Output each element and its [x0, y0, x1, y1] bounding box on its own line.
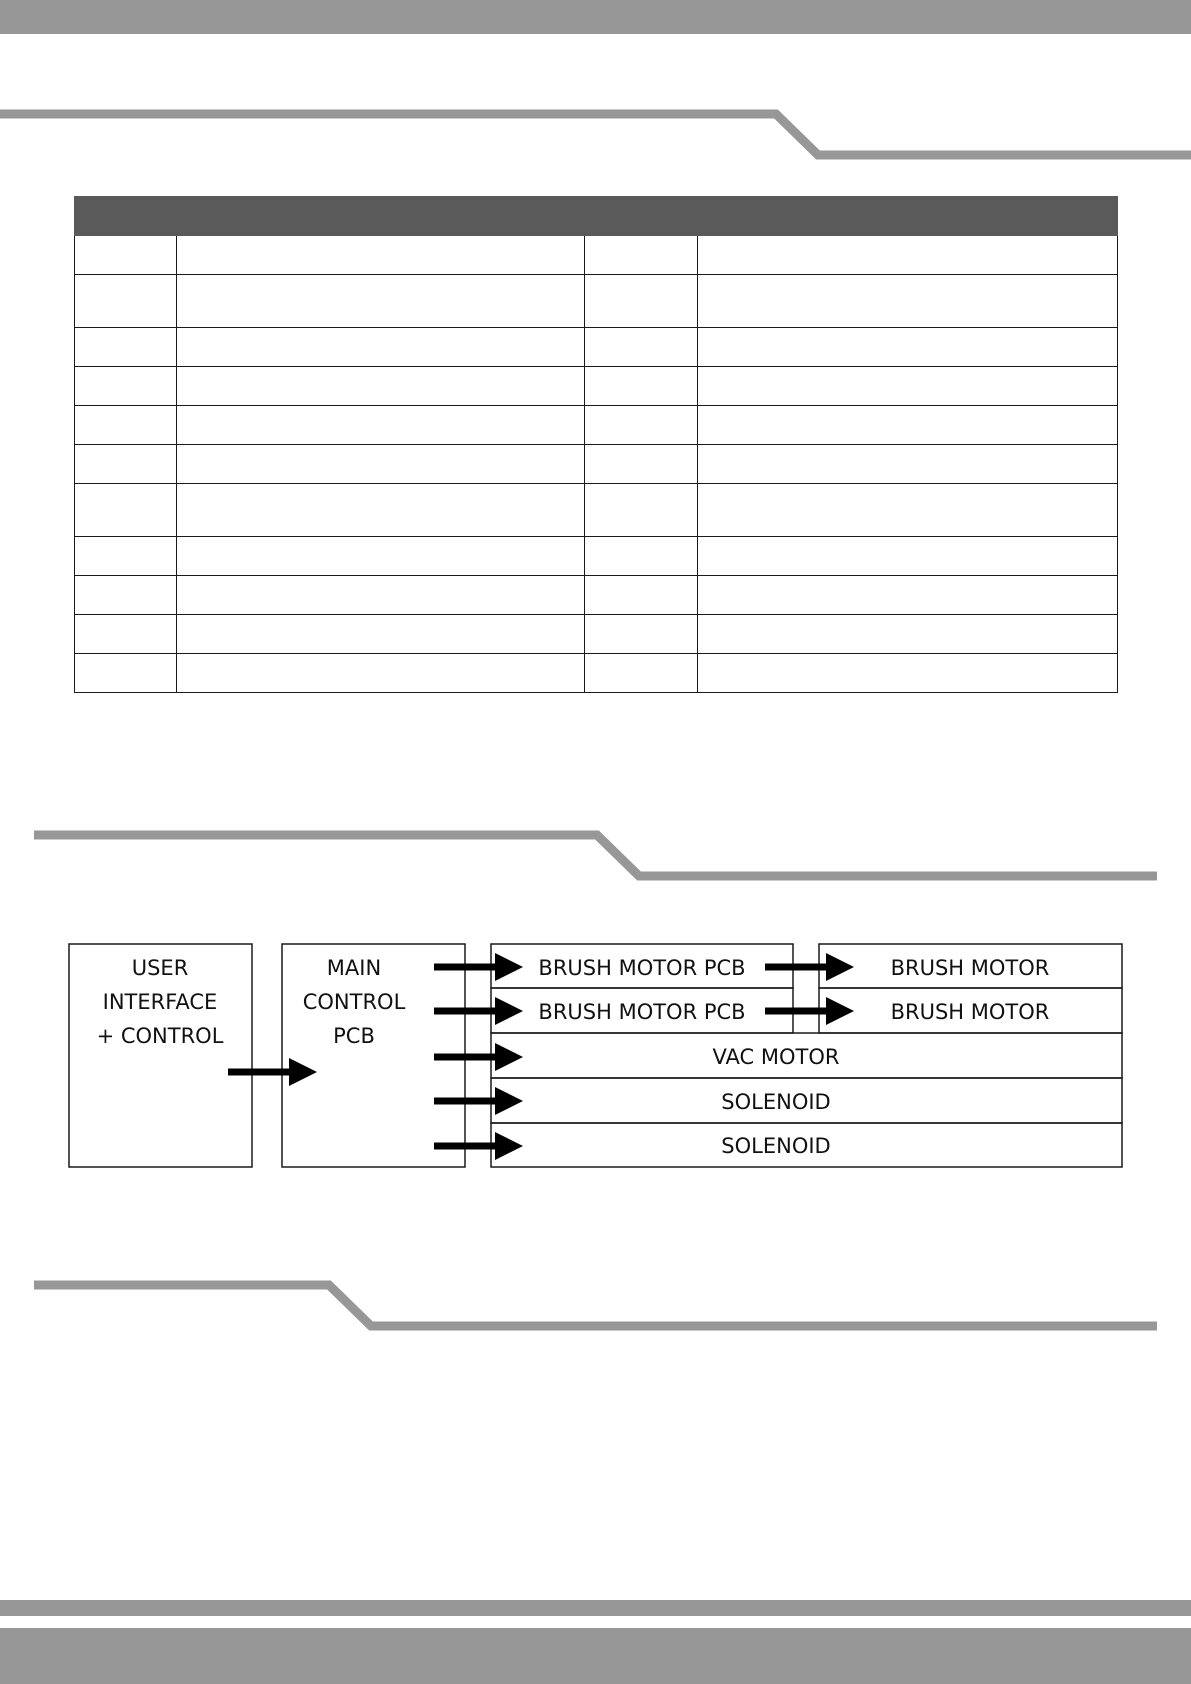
- table-cell: [698, 654, 1118, 693]
- table-row: [75, 654, 1118, 693]
- table-cell: [698, 576, 1118, 615]
- vac-motor-label: VAC MOTOR: [712, 1045, 840, 1069]
- table-row: [75, 537, 1118, 576]
- table-row: [75, 275, 1118, 328]
- table-cell: [177, 406, 585, 445]
- table-cell: [177, 537, 585, 576]
- table-cell: [698, 537, 1118, 576]
- table-cell: [698, 484, 1118, 537]
- table-cell: [177, 275, 585, 328]
- table-row: [75, 484, 1118, 537]
- table-cell: [75, 576, 177, 615]
- table-cell: [177, 576, 585, 615]
- table-cell: [75, 445, 177, 484]
- table-cell: [585, 615, 698, 654]
- main-control-label-line-3: PCB: [333, 1024, 375, 1048]
- table-cell: [75, 484, 177, 537]
- footer-band: [0, 1628, 1191, 1684]
- main-control-label-line-1: MAIN: [326, 956, 382, 980]
- user-interface-label-line-1: USER: [131, 956, 189, 980]
- table-cell: [75, 615, 177, 654]
- table-cell: [698, 445, 1118, 484]
- table-cell: [177, 615, 585, 654]
- table-row: [75, 367, 1118, 406]
- header-cell: [698, 197, 1118, 236]
- user-interface-label-line-2: INTERFACE: [102, 990, 218, 1014]
- table-header-row: [75, 197, 1118, 236]
- table-cell: [698, 615, 1118, 654]
- table-cell: [698, 328, 1118, 367]
- table-row: [75, 236, 1118, 275]
- table-cell: [698, 367, 1118, 406]
- table-cell: [585, 445, 698, 484]
- footer-band-thin: [0, 1600, 1191, 1616]
- solenoid-label-1: SOLENOID: [721, 1090, 831, 1114]
- block-diagram: [0, 920, 1191, 1210]
- table-row: [75, 445, 1118, 484]
- table-cell: [585, 537, 698, 576]
- section-divider-2: [0, 820, 1191, 890]
- table-cell: [177, 654, 585, 693]
- table-cell: [75, 275, 177, 328]
- table-cell: [585, 576, 698, 615]
- user-interface-label-line-3: + CONTROL: [96, 1024, 224, 1048]
- section-divider-1: [0, 100, 1191, 170]
- table-cell: [177, 367, 585, 406]
- table-cell: [698, 406, 1118, 445]
- table-cell: [585, 275, 698, 328]
- solenoid-label-2: SOLENOID: [721, 1134, 831, 1158]
- table-cell: [585, 654, 698, 693]
- brush-motor-pcb-label-1: BRUSH MOTOR PCB: [538, 956, 746, 980]
- top-band: [0, 0, 1191, 34]
- table-cell: [177, 484, 585, 537]
- table-cell: [75, 537, 177, 576]
- table-row: [75, 615, 1118, 654]
- table-cell: [75, 654, 177, 693]
- table-cell: [698, 275, 1118, 328]
- main-control-label-line-2: CONTROL: [302, 990, 406, 1014]
- spec-table: [74, 196, 1118, 693]
- header-cell: [75, 197, 177, 236]
- section-divider-3: [0, 1270, 1191, 1340]
- header-cell: [585, 197, 698, 236]
- table-cell: [75, 406, 177, 445]
- table-cell: [698, 236, 1118, 275]
- table-cell: [75, 328, 177, 367]
- brush-motor-label-1: BRUSH MOTOR: [890, 956, 1050, 980]
- header-cell: [177, 197, 585, 236]
- table-cell: [585, 406, 698, 445]
- table-cell: [177, 328, 585, 367]
- brush-motor-pcb-label-2: BRUSH MOTOR PCB: [538, 1000, 746, 1024]
- table-row: [75, 406, 1118, 445]
- brush-motor-label-2: BRUSH MOTOR: [890, 1000, 1050, 1024]
- table-cell: [585, 328, 698, 367]
- table-row: [75, 576, 1118, 615]
- table-cell: [75, 367, 177, 406]
- table-row: [75, 328, 1118, 367]
- table-cell: [585, 236, 698, 275]
- table-cell: [75, 236, 177, 275]
- table-cell: [177, 236, 585, 275]
- table-cell: [585, 367, 698, 406]
- table-cell: [585, 484, 698, 537]
- table-cell: [177, 445, 585, 484]
